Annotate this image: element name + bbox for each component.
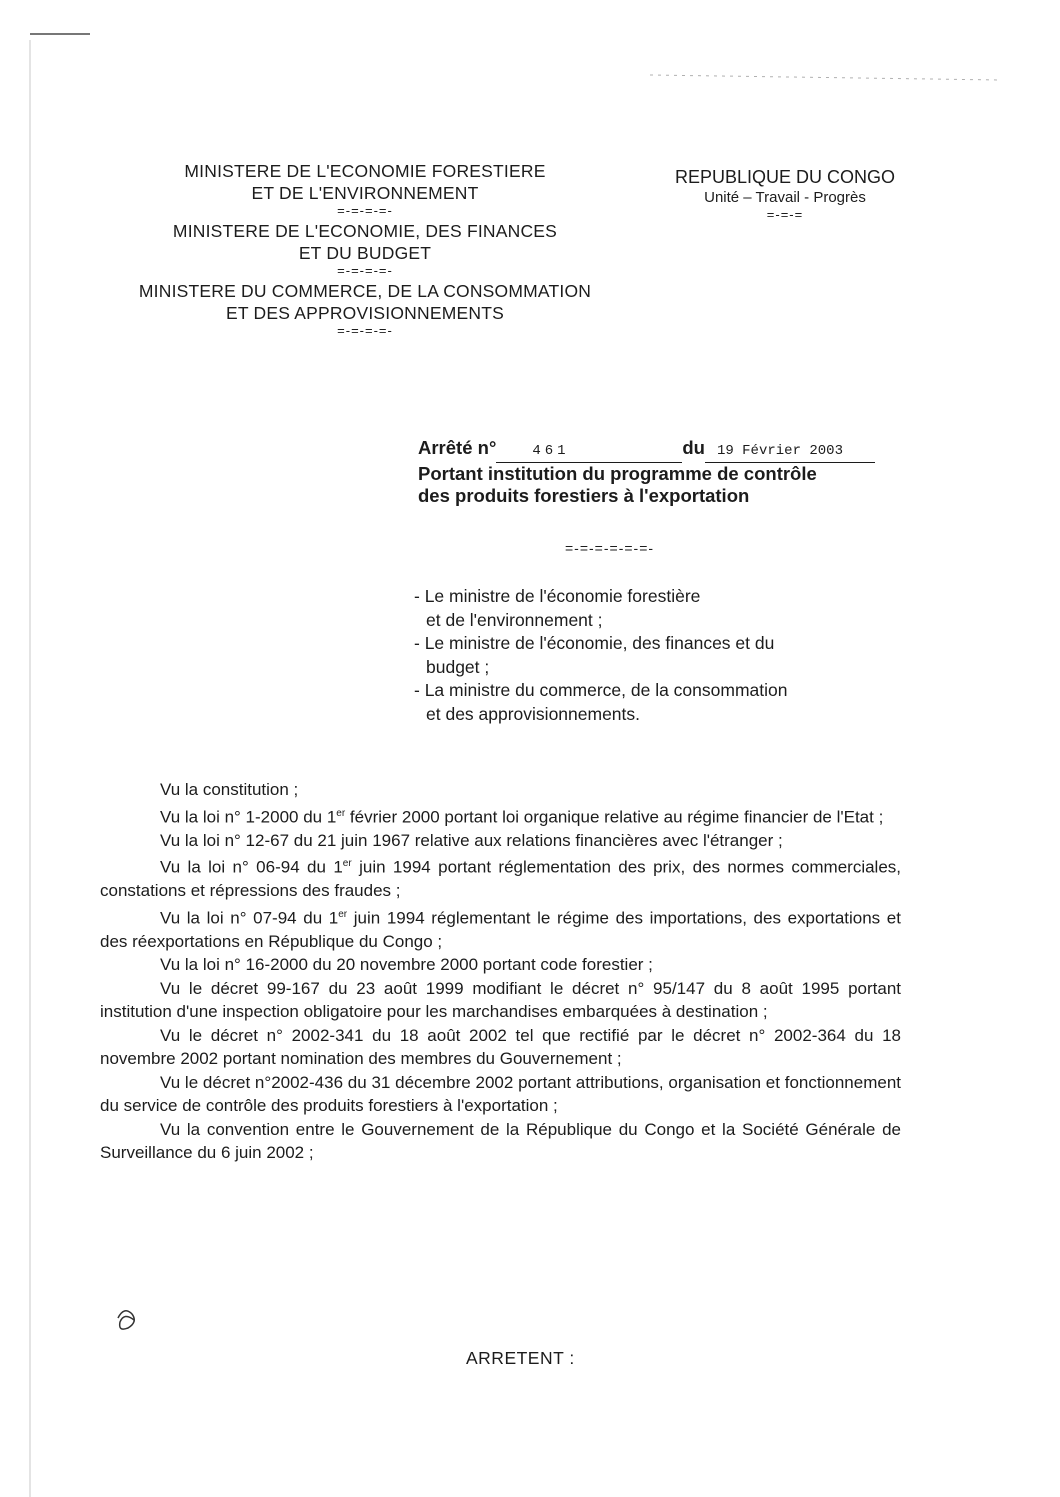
minister-item: - La ministre du commerce, de la consommation et des approvisionnements.	[414, 680, 788, 724]
visa-paragraph: Vu le décret n° 2002-341 du 18 août 2002 tel que rectifié par le décret n° 2002-364 du 18 novembre 2002 portant nomination des membres du Gouvernement ;	[100, 1025, 901, 1069]
scan-top-dots	[650, 75, 1000, 80]
arrete-number-line	[418, 437, 938, 463]
ministry-commerce: MINISTERE DU COMMERCE, DE LA CONSOMMATION ET DES APPROVISIONNEMENTS	[138, 281, 592, 323]
ministry-finance: MINISTERE DE L'ECONOMIE, DES FINANCES ET DU BUDGET	[172, 221, 558, 263]
signature-mark	[118, 1311, 134, 1329]
visa-paragraph: Vu la loi n° 1-2000 du 1er février 2000 portant loi organique relative au régime financier de l'Etat ;	[160, 807, 884, 827]
visa-paragraph: Vu la loi n° 06-94 du 1er juin 1994 portant réglementation des prix, des normes commerciales, constations et répressions des fraudes ;	[100, 857, 902, 901]
visa-paragraph: Vu le décret n°2002-436 du 31 décembre 2002 portant attributions, organisation et fonctionnement du service de contrôle des produits forestiers à l'exportation ;	[100, 1072, 901, 1116]
closing-arretent: ARRETENT :	[466, 1348, 575, 1368]
ministry-forestry: MINISTERE DE L'ECONOMIE FORESTIERE ET DE L'ENVIRONNEMENT	[184, 161, 546, 203]
visas-block	[100, 778, 901, 1165]
arrete-date: 19 Février 2003	[705, 440, 875, 463]
republic-motto: Unité – Travail - Progrès	[704, 189, 866, 206]
visa-paragraph: Vu la loi n° 16-2000 du 20 novembre 2000 portant code forestier ;	[160, 955, 653, 975]
header-separator: =-=-=-=-	[337, 323, 393, 338]
section-separator: =-=-=-=-=-=-	[565, 540, 655, 556]
republic-separator: =-=-=	[766, 207, 804, 222]
arrete-number: 461	[496, 440, 682, 463]
minister-item: - Le ministre de l'économie, des finances et du budget ;	[414, 633, 775, 677]
republic-name: REPUBLIQUE DU CONGO	[674, 167, 896, 187]
arrete-label: Arrêté n°	[418, 437, 497, 458]
republic-block	[655, 166, 915, 220]
ministries-block	[100, 160, 630, 340]
minister-item: - Le ministre de l'économie forestière et de l'environnement ;	[414, 586, 701, 630]
header-separator: =-=-=-=-	[337, 263, 393, 278]
visa-paragraph: Vu la loi n° 07-94 du 1er juin 1994 réglementant le régime des importations, des exportations et des réexportations en République du Congo ;	[100, 908, 901, 951]
header-separator: =-=-=-=-	[337, 203, 393, 218]
visa-paragraph: Vu le décret 99-167 du 23 août 1999 modifiant le décret n° 95/147 du 8 août 1995 portant institution d'une inspection obligatoire pour les marchandises embarquées à destination ;	[100, 978, 901, 1022]
visa-paragraph: Vu la convention entre le Gouvernement de la République du Congo et la Société Générale de Surveillance du 6 juin 2002 ;	[100, 1119, 901, 1163]
arrete-title-line2: des produits forestiers à l'exportation	[418, 485, 750, 506]
arrete-heading	[418, 437, 938, 507]
arrete-title-line1: Portant institution du programme de contrôle	[418, 463, 817, 484]
ministers-list	[414, 585, 914, 726]
visa-paragraph: Vu la constitution ;	[160, 780, 299, 799]
arrete-du: du	[682, 437, 705, 458]
visa-paragraph: Vu la loi n° 12-67 du 21 juin 1967 relative aux relations financières avec l'étranger ;	[160, 830, 783, 850]
